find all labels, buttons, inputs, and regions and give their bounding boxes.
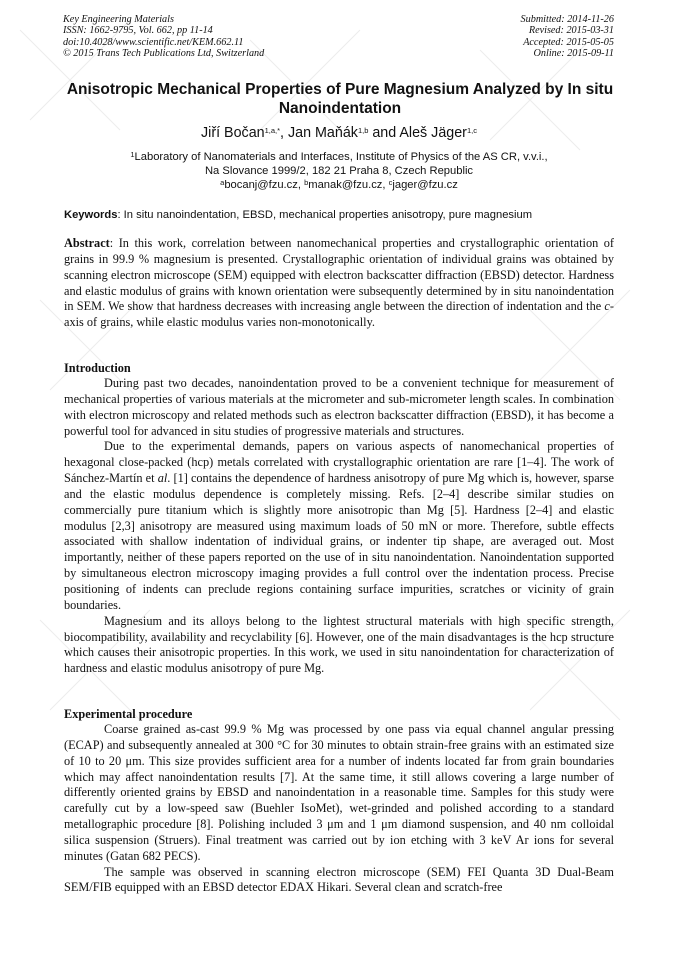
author-separator: and — [368, 125, 400, 141]
experimental-body — [64, 722, 614, 896]
author-name: Aleš Jäger — [399, 125, 467, 141]
keywords — [64, 208, 624, 222]
section-heading-introduction: Introduction — [64, 361, 131, 375]
author-affiliation-mark: 1,a,* — [264, 126, 281, 135]
paragraph: Coarse grained as-cast 99.9 % Mg was processed by one pass via equal channel angular pressing (ECAP) and subsequently annealed at 300 °C for 30 minutes to obtain strain-free grains with an estimated size of 10 to 20 μm. This size provides sufficient area for a number of indents located far from grain boundaries which may affect nanoindentation results [7]. At the same time, it still allows covering a large number of differently oriented grains by EBSD and nanoindentation in a reasonable time. Samples for this study were carefully cut by a low-speed saw (Buehler IsoMet), wet-grinded and polished according to a standard metallographic procedure [8]. Polishing included 3 μm and 1 μm diamond suspension, and 40 nm colloidal silica suspension (Struers). Final treatment was carried out by ion etching with 3 keV Ar ions for several minutes (Gatan 682 PECS). — [64, 722, 614, 863]
email-link[interactable]: jager@fzu.cz — [392, 179, 458, 192]
introduction-body — [64, 376, 614, 677]
paragraph: During past two decades, nanoindentation proved to be a convenient technique for measurement of mechanical properties of various materials at the micrometer and sub-micrometer length scales. In combination with electron microscopy and related methods such as electron backscatter diffraction (EBSD), it has become a powerful tool for advanced in situ studies of progressive materials and structures. — [64, 376, 614, 438]
paragraph: Magnesium and its alloys belong to the lightest structural materials with high specific strength, biocompatibility, availability and recyclability [6]. However, one of the main disadvantages is the hcp structure which causes their anisotropic properties. In this work, we used in situ nanoindentation for characterization of hardness and elastic modulus anisotropy of pure Mg. — [64, 613, 614, 676]
abstract-label: Abstract — [64, 236, 110, 250]
affiliation-mark: 1 — [130, 150, 135, 159]
author-affiliation-mark: 1,c — [466, 126, 477, 135]
journal-issn: ISSN: 1662-9795, Vol. 662, pp 11-14 — [63, 25, 213, 37]
section-heading-experimental: Experimental procedure — [64, 707, 193, 721]
date-online: Online: 2015-09-11 — [533, 47, 614, 59]
email-link[interactable]: manak@fzu.cz, — [308, 179, 389, 192]
email-link[interactable]: bocanj@fzu.cz, — [224, 179, 305, 192]
author-list — [40, 124, 638, 142]
abstract: Abstract: In this work, correlation between nanomechanical properties and crystallographic orientation of grains in 99.9 % magnesium is presented. Crystallographic orientation of individual grains was obtained by scanning electron microscope (SEM) equipped with electron backscatter diffraction (EBSD) detector. Hardness and elastic modulus of grains with known orientation were subsequently determined by in situ nanoindentation in SEM. We show that hardness decreases with increasing angle between the direction of indentation and the c-axis of grains, while elastic modulus varies non-monotonically. — [64, 236, 614, 330]
date-submitted: Submitted: 2014-11-26 — [520, 14, 614, 25]
journal-doi: doi:10.4028/www.scientific.net/KEM.662.11 — [63, 36, 244, 48]
journal-copyright: © 2015 Trans Tech Publications Ltd, Switzerland — [63, 47, 265, 59]
paragraph: The sample was observed in scanning electron microscope (SEM) FEI Quanta 3D Dual-Beam SEM/FIB equipped with an EBSD detector EDAX Hikari. Several clean and scratch-free — [64, 864, 614, 895]
affiliation — [40, 150, 638, 193]
paper-title: Anisotropic Mechanical Properties of Pure Magnesium Analyzed by In situ Nanoindentation — [66, 81, 614, 117]
email-list: $^a$bocanj@fzu.cz, $^b$manak@fzu.cz, $^c$jager@fzu.cz — [220, 178, 458, 192]
affiliation-line: Laboratory of Nanomaterials and Interfaces, Institute of Physics of the AS CR, v.v.i., — [134, 151, 548, 163]
journal-info — [63, 14, 264, 59]
affiliation-address: Na Slovance 1999/2, 182 21 Praha 8, Czech Republic — [204, 165, 474, 178]
journal-name: Key Engineering Materials — [63, 14, 174, 25]
keywords-text: : In situ nanoindentation, EBSD, mechanical properties anisotropy, pure magnesium — [117, 209, 533, 221]
author-name: Jiří Bočan — [201, 125, 265, 141]
author-name: Jan Maňák — [288, 125, 358, 141]
publication-dates — [521, 14, 614, 59]
author-affiliation-mark: 1,b — [357, 126, 369, 135]
date-revised: Revised: 2015-03-31 — [528, 25, 614, 37]
author-separator: , — [280, 125, 288, 141]
date-accepted: Accepted: 2015-05-05 — [523, 36, 614, 48]
paragraph: Due to the experimental demands, papers on various aspects of nanomechanical properties of hexagonal close-packed (hcp) metals correlated with crystallographic orientation are rare [1–4]. The work of Sánchez-Martín et al. [1] contains the dependence of hardness anisotropy of pure Mg which is, however, sparse and the elastic modulus dependence is completely missing. Refs. [2–4] describe similar studies on commercially pure titanium which is slightly more anisotropic than Mg [5]. Hardness [2–4] and elastic modulus [2,3] anisotropy are measured using maximum loads of 50 mN or more. Therefore, subtle effects associated with shallow indentation of individual grains, or indenter tip shape, are averaged out. Most importantly, neither of these papers reported on the use of in situ nanoindentation. Nanoindentation supported by simultaneous electron microscopy imaging provides a full control over the indentation process. Precise positioning of indents can preclude regions containing surface impurities, scratches or vicinity of grain boundaries. — [64, 439, 614, 612]
keywords-label: Keywords — [64, 209, 118, 221]
